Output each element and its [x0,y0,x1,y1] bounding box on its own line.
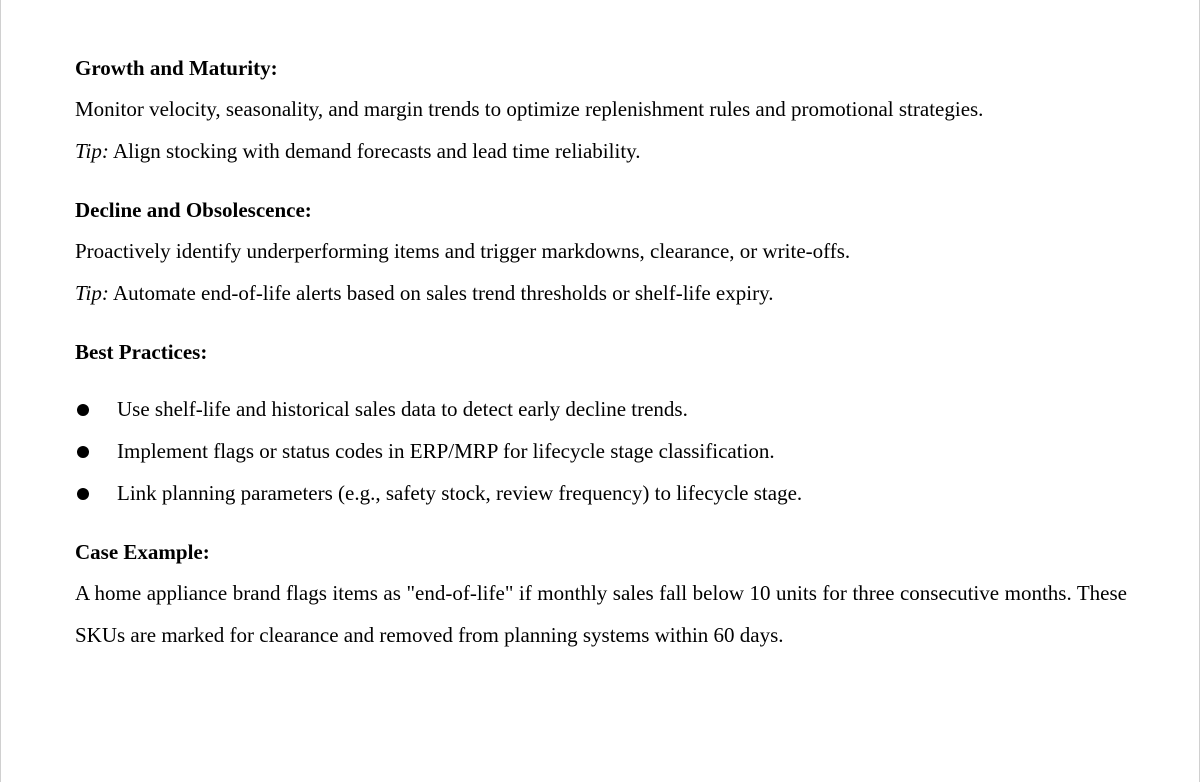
section-heading: Growth and Maturity: [75,56,278,80]
section-heading: Case Example: [75,540,210,564]
tip-line [75,272,1127,314]
section-best-practices [75,336,1127,514]
tip-text: Automate end-of-life alerts based on sales trend thresholds or shelf-life expiry. [108,281,774,305]
tip-text: Align stocking with demand forecasts and lead time reliability. [108,139,641,163]
tip-line [75,130,1127,172]
list-item-text: Link planning parameters (e.g., safety stock, review frequency) to lifecycle stage. [117,481,803,505]
section-case-example [75,536,1127,656]
section-decline-obsolescence [75,194,1127,314]
bullet-list [75,388,1127,514]
document-content [75,52,1127,678]
list-item [75,388,1127,430]
list-item-text: Implement flags or status codes in ERP/MRP for lifecycle stage classification. [117,439,775,463]
section-body: A home appliance brand flags items as "end-of-life" if monthly sales fall below 10 units for three consecutive months. These SKUs are marked for clearance and removed from planning systems within 60 days. [75,581,1127,647]
bullet-icon [77,488,89,500]
section-body: Monitor velocity, seasonality, and margin trends to optimize replenishment rules and promotional strategies. [75,97,984,121]
bullet-icon [77,404,89,416]
list-item [75,430,1127,472]
section-heading: Decline and Obsolescence: [75,198,312,222]
section-heading: Best Practices: [75,340,208,364]
list-item [75,472,1127,514]
list-item-text: Use shelf-life and historical sales data to detect early decline trends. [117,397,688,421]
section-growth-maturity [75,52,1127,172]
tip-label: Tip: [75,281,109,305]
bullet-icon [77,446,89,458]
tip-label: Tip: [75,139,109,163]
section-body: Proactively identify underperforming items and trigger markdowns, clearance, or write-offs. [75,239,851,263]
